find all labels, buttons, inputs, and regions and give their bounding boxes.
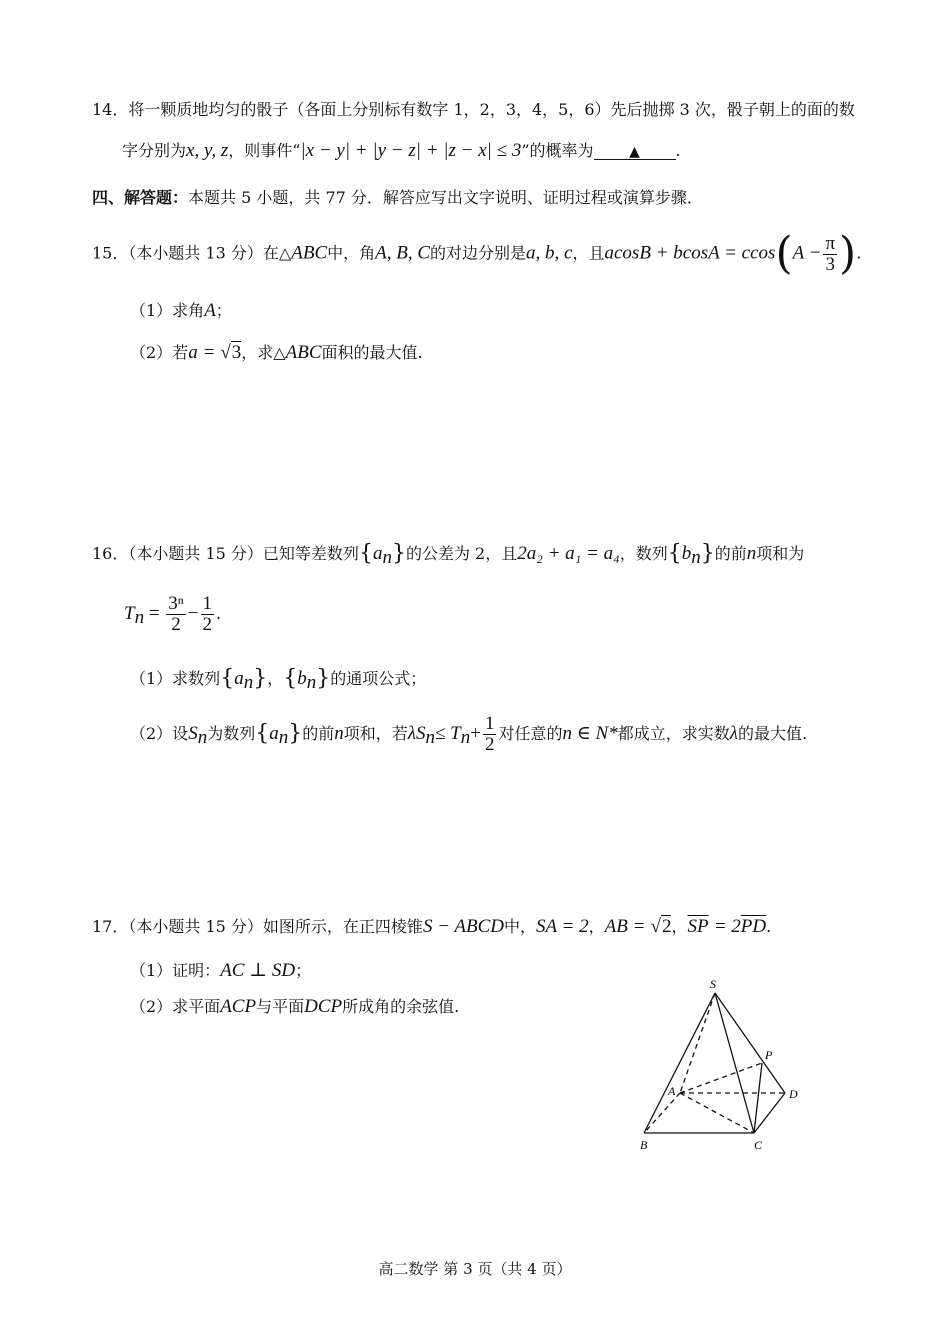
edge-CD xyxy=(754,1093,785,1133)
vector-equation: = 2 xyxy=(713,916,741,937)
fraction-denominator: 2 xyxy=(171,613,181,635)
q16-text: 为数列 xyxy=(207,723,256,743)
q15-part2-mid: ，求△ xyxy=(241,343,286,362)
q14-text-prefix: 字分别为 xyxy=(122,141,187,160)
sequence-b: b xyxy=(297,668,307,689)
q16-stem xyxy=(92,541,804,570)
tn-symbol: T xyxy=(124,602,135,624)
q16-part1-end: 的通项公式； xyxy=(330,669,427,688)
q15-part2-eq: a = xyxy=(188,342,216,363)
sqrt-2: √2 xyxy=(650,916,672,937)
minus-sign: − xyxy=(187,602,199,624)
pyramid-name: S − ABCD xyxy=(422,916,505,937)
sqrt-radicand: 2 xyxy=(661,916,672,937)
vertex-label-S: S xyxy=(710,977,716,991)
q17-text: 如图所示，在正四棱锥 xyxy=(262,917,423,936)
sequence-a: a xyxy=(372,543,383,564)
brace-close: } xyxy=(316,666,331,691)
section-4-title: 四、解答题： xyxy=(92,188,189,207)
fraction-3n-over-2 xyxy=(166,594,185,635)
q15-end: . xyxy=(856,243,862,263)
plane-acp: ACP xyxy=(220,996,257,1017)
brace-open: { xyxy=(358,541,373,566)
var-n: n xyxy=(334,722,344,744)
brace-close: } xyxy=(253,666,268,691)
q15-equation-left: acosB + bcosA = ccos xyxy=(604,242,776,264)
separator: ， xyxy=(267,669,284,688)
q17-text: 与平面 xyxy=(256,997,305,1016)
subscript-n: n xyxy=(425,727,435,749)
fraction-numerator: 3ⁿ xyxy=(168,593,184,614)
vertex-label-P: P xyxy=(765,1048,773,1062)
q15-part2 xyxy=(130,342,423,365)
q16-text: 都成立，求实数 xyxy=(617,723,730,743)
inequality-left: λS xyxy=(407,722,426,744)
q16-text: 项和为 xyxy=(756,544,805,563)
q17-part1-expr: AC ⊥ SD xyxy=(220,960,296,981)
fraction-1-over-2 xyxy=(201,594,215,635)
brace-close: } xyxy=(288,720,303,746)
q15-sides: a, b, c xyxy=(526,242,573,264)
q17-part2 xyxy=(130,996,459,1019)
q17-part1-label: （1）证明： xyxy=(130,961,221,980)
subscript-n: n xyxy=(306,672,317,694)
edge-AC xyxy=(680,1093,754,1133)
fraction-denominator: 2 xyxy=(484,733,495,755)
q16-text: 项和，若 xyxy=(343,723,408,743)
fraction-numerator: 1 xyxy=(484,713,495,734)
sn-symbol: S xyxy=(188,722,198,744)
brace-close: } xyxy=(391,541,406,566)
q17-stem xyxy=(92,916,771,939)
page-footer: 高二数学 第 3 页（共 4 页） xyxy=(378,1260,572,1278)
equals-sign: = xyxy=(144,602,165,624)
var-n: n xyxy=(746,543,757,564)
q17-end: . xyxy=(766,917,772,936)
sa-length: SA = 2 xyxy=(536,916,589,937)
q14-event-expression: |x − y| + |y − z| + |z − x| ≤ 3 xyxy=(300,140,522,161)
q17-text: 中， xyxy=(504,917,537,936)
q16-number: 16． xyxy=(92,544,129,563)
q15-text: 的对边分别是 xyxy=(430,243,527,263)
q15-text: ，且 xyxy=(572,243,605,263)
edge-SC xyxy=(715,993,754,1133)
q14-line1 xyxy=(92,100,855,119)
section-4-header xyxy=(92,188,703,207)
q16-tn-end: . xyxy=(216,603,222,623)
fraction-numerator: π xyxy=(825,232,836,254)
subscript-n: n xyxy=(278,727,289,749)
pi-over-3-fraction xyxy=(823,234,837,275)
vector-sp: $\overline{SP}$ xyxy=(687,916,709,937)
q16-tn-formula xyxy=(124,594,221,635)
sequence-a: a xyxy=(269,722,279,744)
q15-score: （本小题共 13 分） xyxy=(128,243,263,263)
q17-number: 17． xyxy=(92,917,129,936)
q16-part1 xyxy=(130,666,426,695)
q14-vars: x, y, z xyxy=(186,140,229,161)
edge-SD xyxy=(715,993,785,1093)
q16-part2-label: （2）设 xyxy=(130,723,189,743)
vertex-label-C: C xyxy=(754,1138,763,1152)
subscript-n: n xyxy=(691,547,701,569)
q16-part1-label: （1）求数列 xyxy=(130,669,221,688)
subscript-n: n xyxy=(197,727,208,749)
edge-AP xyxy=(680,1063,762,1093)
vertex-label-D: D xyxy=(789,1087,798,1101)
sqrt-radicand: 3 xyxy=(231,342,242,363)
q15-part1-end: ； xyxy=(215,301,232,320)
edge-SA xyxy=(680,993,715,1093)
fraction-denominator: 3 xyxy=(825,253,835,275)
right-paren: ) xyxy=(839,228,857,279)
subscript-n: n xyxy=(382,547,392,569)
left-paren: ( xyxy=(775,228,793,279)
sequence-b: b xyxy=(681,543,692,564)
section-4-description: 本题共 5 小题，共 77 分．解答应写出文字说明、证明过程或演算步骤． xyxy=(188,188,703,207)
subscript-n: n xyxy=(460,727,471,749)
q17-part2-label: （2）求平面 xyxy=(130,997,221,1016)
edge-SB xyxy=(644,993,715,1133)
q16-part2 xyxy=(130,714,807,755)
q17-score: （本小题共 15 分） xyxy=(128,917,263,936)
q16-text: 的最大值. xyxy=(737,723,808,743)
q17-part1 xyxy=(130,960,311,983)
q15-part2-end: 面积的最大值. xyxy=(321,343,423,362)
q16-equation: 2a₂ + a₁ = a₄ xyxy=(517,543,620,564)
subscript-n: n xyxy=(243,672,254,694)
edge-AB xyxy=(644,1093,680,1133)
q16-text: 的前 xyxy=(714,544,747,563)
sequence-a: a xyxy=(234,668,244,689)
inequality-right: ≤ T xyxy=(434,722,461,744)
brace-open: { xyxy=(220,666,235,691)
fraction-numerator: 1 xyxy=(202,593,212,614)
set-condition: n ∈ N* xyxy=(562,722,618,744)
q15-text: 中，角 xyxy=(327,243,376,263)
answer-blank xyxy=(594,143,676,160)
q16-text: 的公差为 2，且 xyxy=(405,544,518,563)
q14-end: . xyxy=(675,141,681,160)
q15-equation-inner: A − xyxy=(792,242,822,264)
q15-number: 15． xyxy=(92,243,129,263)
q15-part1-label: （1）求角 xyxy=(130,301,205,320)
q17-part1-end: ； xyxy=(295,961,312,980)
q15-part2-triangle: ABC xyxy=(285,342,322,363)
brace-close: } xyxy=(700,541,715,566)
q15-part2-label: （2）若 xyxy=(130,343,189,362)
vertex-label-B: B xyxy=(640,1138,648,1152)
fraction-denominator: 2 xyxy=(202,613,212,635)
ab-length: AB = xyxy=(604,916,646,937)
vertex-label-A: A xyxy=(668,1084,676,1098)
q17-part2-end: 所成角的余弦值. xyxy=(342,997,460,1016)
q15-stem xyxy=(92,228,862,279)
q15-part1-var: A xyxy=(204,300,216,321)
q14-text-suffix: ”的概率为 xyxy=(521,141,594,160)
q15-part1 xyxy=(130,300,232,323)
q16-score: （本小题共 15 分） xyxy=(128,544,263,563)
plus-sign: + xyxy=(470,722,481,744)
separator: ， xyxy=(671,917,688,936)
sqrt-3: √3 xyxy=(220,342,242,363)
fraction-half xyxy=(483,714,497,755)
brace-open: { xyxy=(283,666,298,691)
q16-text: 对任意的 xyxy=(498,723,563,743)
q16-text: ，数列 xyxy=(619,544,668,563)
plane-dcp: DCP xyxy=(304,996,343,1017)
pyramid-figure xyxy=(630,975,810,1155)
q15-triangle: ABC xyxy=(291,242,328,264)
q14-text-mid: ，则事件“ xyxy=(228,141,301,160)
q16-text: 已知等差数列 xyxy=(262,544,359,563)
subscript-n: n xyxy=(134,607,145,629)
brace-open: { xyxy=(667,541,682,566)
separator: ， xyxy=(588,917,605,936)
q14-line2 xyxy=(122,140,681,163)
q14-text-line1: 将一颗质地均匀的骰子（各面上分别标有数字 1，2，3，4，5，6）先后抛掷 3 次，骰子朝上的面的数 xyxy=(128,100,855,119)
q16-text: 的前 xyxy=(302,723,335,743)
q14-number: 14． xyxy=(92,100,129,119)
lambda-symbol: λ xyxy=(729,722,738,744)
edge-CP xyxy=(754,1063,762,1133)
q15-angles: A, B, C xyxy=(375,242,431,264)
triangle-mark-icon: ▲ xyxy=(629,144,640,160)
brace-open: { xyxy=(255,720,270,746)
q15-text: 在△ xyxy=(262,243,292,263)
vector-pd: $\overline{PD}$ xyxy=(740,916,767,937)
